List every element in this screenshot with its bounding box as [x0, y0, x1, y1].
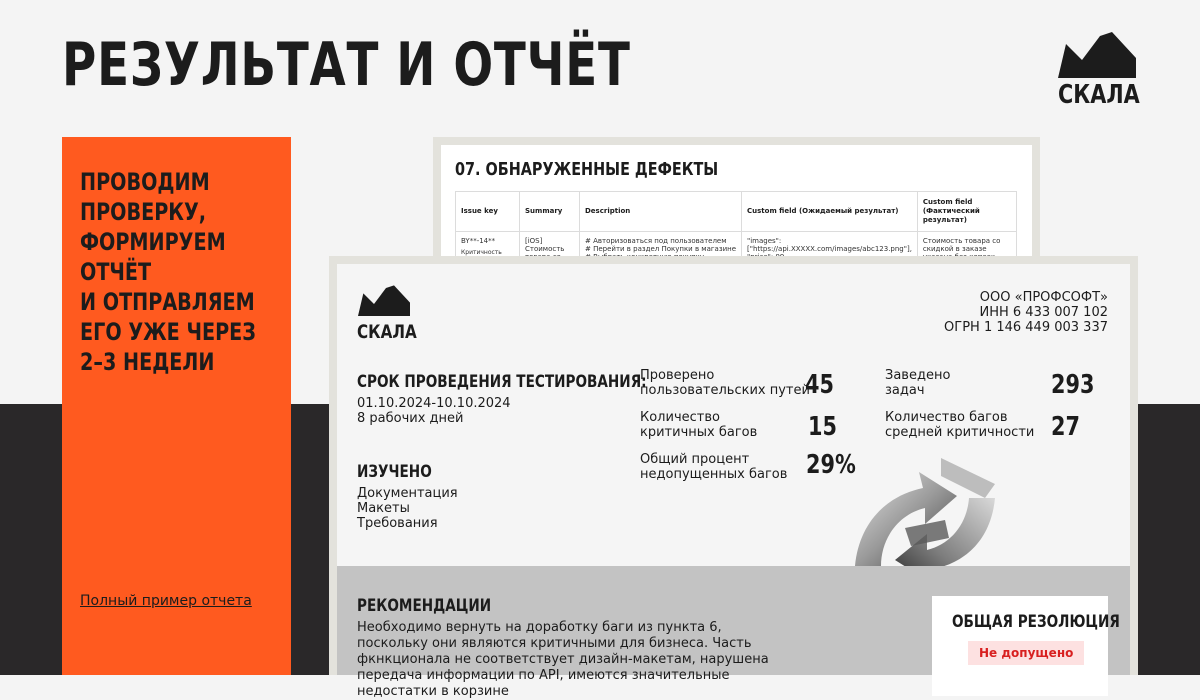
col-expected: Custom field (Ожидаемый результат)	[742, 192, 918, 232]
page-title: РЕЗУЛЬТАТ И ОТЧЁТ	[62, 30, 631, 100]
col-summary: Summary	[520, 192, 580, 232]
metric-label: Заведено	[885, 368, 951, 383]
metric-label: пользовательских путей	[640, 383, 810, 398]
recommendations-title: РЕКОМЕНДАЦИИ	[357, 596, 492, 616]
company-info	[944, 290, 1108, 335]
col-issue-key: Issue key	[456, 192, 520, 232]
promo-line: ПРОВОДИМ	[80, 168, 210, 196]
brand-logo	[1058, 30, 1138, 110]
company-name: ООО «ПРОФСОФТ»	[979, 290, 1108, 305]
metric-value: 27	[1051, 412, 1080, 442]
metric-label: Количество	[640, 410, 720, 425]
metric-label: средней критичности	[885, 425, 1035, 440]
resolution-card	[932, 596, 1120, 696]
metric-label: Количество багов	[885, 410, 1008, 425]
metric-value: 29%	[806, 450, 856, 480]
metric-label: задач	[885, 383, 925, 398]
promo-line: 2–3 НЕДЕЛИ	[80, 348, 215, 376]
report-page	[337, 264, 1130, 699]
metric-label: Проверено	[640, 368, 715, 383]
metric-value: 45	[805, 370, 834, 400]
defects-title: 07. ОБНАРУЖЕННЫЕ ДЕФЕКТЫ	[455, 159, 719, 180]
severity-label: Критичность	[461, 249, 502, 256]
period-days: 8 рабочих дней	[357, 411, 464, 426]
studied-item: Требования	[357, 516, 438, 531]
company-ogrn: ОГРН 1 146 449 003 337	[944, 320, 1108, 335]
mountain-icon	[357, 284, 411, 316]
company-inn: ИНН 6 433 007 102	[979, 305, 1108, 320]
promo-card	[62, 137, 291, 675]
promo-text	[80, 167, 280, 377]
studied-title: ИЗУЧЕНО	[357, 462, 432, 482]
mountain-icon	[1058, 30, 1136, 78]
promo-line: И ОТПРАВЛЯЕМ	[80, 288, 255, 316]
expected-cell: "images": ["https://api.XXXXX.com/images/abc123.png"],	[742, 232, 918, 299]
actual-cell: Стоимость товара со скидкой в заказе	[917, 232, 1016, 299]
studied-section	[357, 462, 458, 531]
col-actual: Custom field (Фактический результат)	[917, 192, 1016, 232]
recommendations-section	[337, 566, 1130, 699]
period-dates: 01.10.2024-10.10.2024	[357, 396, 511, 411]
metric-label: недопущенных багов	[640, 467, 788, 482]
metric-value: 293	[1051, 370, 1095, 400]
resolution-status-badge: Не допущено	[968, 641, 1084, 665]
promo-line: ПРОВЕРКУ,	[80, 198, 207, 226]
resolution-title: ОБЩАЯ РЕЗОЛЮЦИЯ	[952, 612, 1120, 632]
col-description: Description	[580, 192, 742, 232]
metric-label: критичных багов	[640, 425, 758, 440]
metric-value: 15	[808, 412, 837, 442]
brand-name: СКАЛА	[1058, 80, 1140, 110]
stone-arrows-illustration	[845, 454, 1005, 584]
studied-item: Документация	[357, 486, 458, 501]
promo-line: ФОРМИРУЕМ ОТЧЁТ	[80, 228, 226, 286]
period-title: СРОК ПРОВЕДЕНИЯ ТЕСТИРОВАНИЯ:	[357, 372, 647, 392]
metric-label: Общий процент	[640, 452, 750, 467]
summary-cell: [iOS] Стоимость	[520, 232, 580, 299]
promo-line: ЕГО УЖЕ ЧЕРЕЗ	[80, 318, 256, 346]
full-example-link[interactable]: Полный пример отчета	[80, 593, 252, 609]
report-sheet	[329, 256, 1138, 699]
description-cell: # Авторизоваться под пользователем # Перейти в раздел Покупки в магазине	[580, 232, 742, 299]
recommendations-text: Необходимо вернуть на доработку баги из пункта 6, поскольку они являются критичными для бизнеса. Часть фкнкционала не соответствует дизайн-макетам, нарушена передача информации по API, имеются значительные недостатки в корзине	[357, 620, 769, 699]
studied-item: Макеты	[357, 501, 410, 516]
report-logo	[357, 284, 417, 343]
issue-key: BY**-14**	[461, 237, 496, 245]
report-brand-name: СКАЛА	[357, 321, 417, 343]
